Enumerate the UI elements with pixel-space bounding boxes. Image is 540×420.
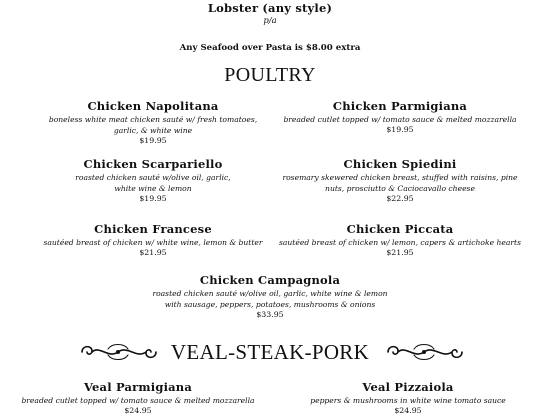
menu-item-desc: garlic, & white wine [113, 126, 193, 135]
menu-item-name: Veal Parmigiana [83, 380, 193, 394]
seafood-note: Any Seafood over Pasta is $8.00 extra [179, 43, 361, 53]
menu-item-desc: rosemary skewered chicken breast, stuffed with raisins, pine [282, 173, 518, 182]
menu-item-desc: breaded cutlet topped w/ tomato sauce & melted mozzarella [21, 396, 255, 405]
menu-item-price: $33.95 [256, 310, 284, 319]
section-title-poultry: POULTRY [224, 64, 316, 86]
menu-item-name: Lobster (any style) [207, 1, 333, 15]
menu-item-desc: breaded cutlet topped w/ tomato sauce & melted mozzarella [283, 115, 517, 124]
menu-item-price: $19.95 [386, 125, 414, 134]
menu-item-desc: peppers & mushrooms in white wine tomato sauce [310, 396, 506, 405]
menu-item [276, 380, 540, 416]
menu-item-price: $21.95 [386, 248, 414, 257]
menu-item-name: Chicken Napolitana [87, 99, 219, 113]
menu-item [0, 380, 276, 416]
menu-item-price: p/a [263, 16, 277, 26]
menu-item-desc: with sausage, peppers, potatoes, mushrooms & onions [164, 300, 376, 309]
menu-item-desc: boneless white meat chicken sauté w/ fresh tomatoes, [48, 115, 258, 124]
menu-item-desc: nuts, prosciutto & Caciocavallo cheese [325, 184, 475, 193]
menu-item-price: $22.95 [386, 194, 414, 203]
menu-item-name: Chicken Campagnola [199, 273, 341, 287]
menu-item [0, 273, 540, 320]
menu-item [0, 99, 306, 146]
menu-item-name: Veal Pizzaiola [362, 380, 454, 394]
menu-item-desc: sautéed breast of chicken w/ white wine, lemon & butter [43, 238, 263, 247]
menu-item-name: Chicken Parmigiana [332, 99, 468, 113]
menu-item-price: $21.95 [139, 248, 167, 257]
menu-item-desc: sautéed breast of chicken w/ lemon, capers & artichoke hearts [278, 238, 521, 247]
menu-item-price: $19.95 [139, 136, 167, 145]
menu-item-name: Chicken Scarpariello [83, 157, 223, 171]
menu-item-name: Chicken Piccata [346, 222, 454, 236]
menu-item [0, 157, 306, 204]
menu-item [270, 222, 530, 258]
menu-item-desc: roasted chicken sauté w/olive oil, garlic, [75, 173, 231, 182]
menu-item-desc: white wine & lemon [114, 184, 192, 193]
menu-item [0, 222, 306, 258]
section-title-veal-steak-pork: VEAL-STEAK-PORK [170, 340, 370, 364]
menu-item-desc: roasted chicken sauté w/olive oil, garlic, white wine & lemon [152, 289, 388, 298]
menu-item-price: $24.95 [394, 406, 422, 415]
menu-item [270, 157, 530, 204]
menu-item [270, 99, 530, 135]
menu-item-price: $19.95 [139, 194, 167, 203]
menu-item-price: $24.95 [124, 406, 152, 415]
menu-item-name: Chicken Spiedini [343, 157, 457, 171]
menu-item-name: Chicken Francese [94, 222, 212, 236]
scroll-flourish-icon [384, 339, 466, 365]
